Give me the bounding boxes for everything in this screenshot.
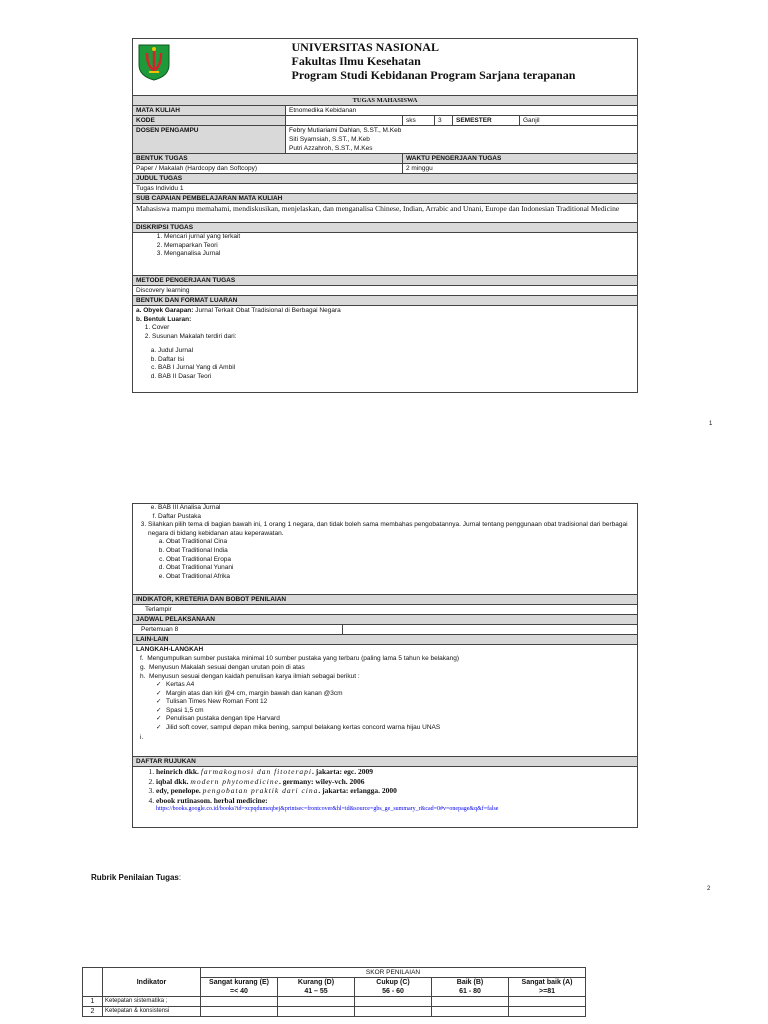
dosen-label: DOSEN PENGAMPU xyxy=(133,126,286,154)
rujukan-item: 3. edy, penelope. pengobatan praktik dari cina. jakarta: erlangga. 2000 xyxy=(156,786,634,796)
tema-item: a. Obat Traditional Cina xyxy=(166,538,634,547)
mk-label: MATA KULIAH xyxy=(133,106,286,116)
doc-title: TUGAS MAHASISWA xyxy=(133,96,638,106)
sks-label: sks xyxy=(403,116,435,126)
form-table-page1 xyxy=(132,38,638,393)
subcp-value: Mahasiswa mampu memahami, mendiskusikan, menjelaskan, dan menganalisa Chinese, Indian, Arrabic and Unani, Europe dan Indonesian Traditional Medicine xyxy=(133,204,638,223)
page-number-2: 2 xyxy=(707,886,711,892)
susunan-item: a. Judul Jurnal xyxy=(158,347,634,356)
metode-label: METODE PENGERJAAN TUGAS xyxy=(133,276,638,286)
sks-value: 3 xyxy=(435,116,453,126)
waktu-label: WAKTU PENGERJAAN TUGAS xyxy=(403,154,638,164)
indikator-label: INDIKATOR, KRETERIA DAN BOBOT PENILAIAN xyxy=(133,595,638,605)
level-header: Cukup (C) 56 - 60 xyxy=(355,978,432,997)
col-no xyxy=(83,968,103,997)
university-logo-icon xyxy=(136,43,172,81)
lain-label: LAIN-LAIN xyxy=(133,635,638,645)
metode-value: Discovery learning xyxy=(133,286,638,296)
diskripsi-cell xyxy=(133,233,638,276)
tema-item: c. Obat Traditional Eropa xyxy=(166,556,634,565)
level-header: Sangat baik (A) >=81 xyxy=(509,978,586,997)
page-number-1: 1 xyxy=(709,421,713,427)
university-name: UNIVERSITAS NASIONAL xyxy=(291,40,439,54)
obyek-value: Jurnal Terkait Obat Tradisional di Berbagai Negara xyxy=(193,307,341,314)
dosen-name: Febry Mutiariami Dahlan, S.ST., M.Keb xyxy=(289,127,402,134)
langkah-cell: LANGKAH-LANGKAH f. Mengumpulkan sumber pustaka minimal 10 sumber pustaka yang terbaru (paling lama 5 tahun ke belakang) g. Menyusun Makalah sesuai dengan urutan poin di atas h. Menyusun sesuai dengan kaidah penulisan karya ilmiah sebagai berikut : ✓ Kertas A4 ✓ Margin atas dan kiri @4 cm, margin bawah dan kanan @3cm ✓ Tulisan Times New Roman Font 12 ✓ Spasi 1,5 cm ✓ Penulisan pustaka dengan tipe Harvard ✓ Jilid soft cover, sampul depan mika bening, sampul belakang kertas concord warna hijau UNAS i. xyxy=(133,645,638,757)
susunan-item: e. BAB III Analisa Jurnal xyxy=(158,504,634,513)
logo-cell xyxy=(133,39,286,96)
dosen-name: Putri Azzahroh, S.ST., M.Kes xyxy=(289,145,373,152)
kode-label: KODE xyxy=(133,116,286,126)
tema-item: d. Obat Traditional Yunani xyxy=(166,564,634,573)
diskripsi-label: DISKRIPSI TUGAS xyxy=(133,223,638,233)
kaidah-item: ✓ Spasi 1,5 cm xyxy=(166,707,634,716)
col-indikator: Indikator xyxy=(103,968,201,997)
bentuk-label: BENTUK TUGAS xyxy=(133,154,403,164)
luaran-label: BENTUK DAN FORMAT LUARAN xyxy=(133,296,638,306)
kaidah-item: ✓ Kertas A4 xyxy=(166,681,634,690)
header-cell xyxy=(286,39,638,96)
page-1 xyxy=(132,38,637,393)
diskripsi-item: 3. Menganalisa Jurnal xyxy=(164,250,634,259)
kaidah-item: ✓ Jilid soft cover, sampul depan mika bening, sampul belakang kertas concord warna hijau UNAS xyxy=(166,724,634,733)
kaidah-item: ✓ Tulisan Times New Roman Font 12 xyxy=(166,698,634,707)
dosen-list xyxy=(286,126,638,154)
indikator-value: Terlampir xyxy=(133,605,638,615)
mk-value: Etnomedika Kebidanan xyxy=(286,106,638,116)
jadwal-value: Pertemuan 8 xyxy=(133,625,343,635)
rujukan-item: 2. iqbal dkk. modern phytomedicine. germany: wiley-vch. 2006 xyxy=(156,777,634,787)
tema-instruction: 3. Silahkan pilih tema di bagian bawah ini, 1 orang 1 negara, dan tidak boleh sama membahas pengobatannya. Jurnal tentang penggunaan obat tradisional dari berbagai negara di bidang kebidanan atau keperawatan. xyxy=(148,521,634,538)
rujukan-cell xyxy=(133,767,638,828)
bentuk-value: Paper / Makalah (Hardcopy dan Softcopy) xyxy=(133,164,403,174)
diskripsi-item: 1. Mencari jurnal yang terkait xyxy=(164,233,634,242)
faculty-name: Fakultas Ilmu Kesehatan xyxy=(291,54,421,68)
langkah-g: Menyusun Makalah sesuai dengan urutan poin di atas xyxy=(149,664,305,671)
langkah-h: Menyusun sesuai dengan kaidah penulisan karya ilmiah sebagai berikut : xyxy=(149,673,360,680)
program-name: Program Studi Kebidanan Program Sarjana terapanan xyxy=(291,68,576,82)
luaran-cell xyxy=(133,306,638,393)
langkah-label: LANGKAH-LANGKAH xyxy=(136,646,204,653)
table-row: 1 Ketepatan sistematika ; xyxy=(83,997,586,1007)
susunan-item: f. Daftar Pustaka xyxy=(158,513,634,522)
obyek-label: a. Obyek Garapan: xyxy=(136,307,194,314)
waktu-value: 2 minggu xyxy=(403,164,638,174)
rubrik-table xyxy=(82,967,585,1017)
page-2 xyxy=(132,503,637,828)
level-header: Sangat kurang (E) =< 40 xyxy=(201,978,278,997)
rubrik-title: Rubrik Penilaian Tugas: xyxy=(91,873,182,882)
luaran-item: 2. Susunan Makalah terdiri dari: xyxy=(152,333,634,342)
kaidah-item: ✓ Margin atas dan kiri @4 cm, margin bawah dan kanan @3cm xyxy=(166,690,634,699)
kode-value xyxy=(286,116,403,126)
judul-label: JUDUL TUGAS xyxy=(133,174,638,184)
judul-value: Tugas Individu 1 xyxy=(133,184,638,194)
susunan-item: c. BAB I Jurnal Yang di Ambil xyxy=(158,364,634,373)
susunan-item: d. BAB II Dasar Teori xyxy=(158,373,634,382)
tema-item: b. Obat Traditional India xyxy=(166,547,634,556)
rujukan-label: DAFTAR RUJUKAN xyxy=(133,757,638,767)
table-row: 2 Ketepatan & konsistensi xyxy=(83,1007,586,1017)
level-header: Kurang (D) 41 – 55 xyxy=(278,978,355,997)
dosen-name: Siti Syamsiah, S.ST., M.Keb xyxy=(289,136,370,143)
rujukan-item: 4. ebook rutinasom. herbal medicine: https://books.google.co.id/books?id=xcpqdumeqbej&printsec=frontcover&hl=id&source=gbs_ge_summary_r&cad=0#v=onepage&q&f=false xyxy=(156,796,634,814)
susunan-item: b. Daftar Isi xyxy=(158,356,634,365)
luaran-label-b: b. Bentuk Luaran: xyxy=(136,316,192,323)
rujukan-item: 1. heinrich dkk. farmakognosi dan fitoterapi. jakarta: egc. 2009 xyxy=(156,767,634,777)
form-table-page2 xyxy=(132,503,638,828)
skor-label: SKOR PENILAIAN xyxy=(201,968,586,978)
semester-value: Ganjil xyxy=(520,116,638,126)
luaran-item: 1. Cover xyxy=(152,324,634,333)
tema-item: e. Obat Traditional Afrika xyxy=(166,573,634,582)
jadwal-label: JADWAL PELAKSANAAN xyxy=(133,615,638,625)
luaran-continued-cell xyxy=(133,504,638,595)
kaidah-item: ✓ Penulisan pustaka dengan tipe Harvard xyxy=(166,715,634,724)
langkah-f: Mengumpulkan sumber pustaka minimal 10 sumber pustaka yang terbaru (paling lama 5 tahun ke belakang) xyxy=(147,655,460,662)
langkah-i: i. xyxy=(140,733,144,741)
level-header: Baik (B) 61 - 80 xyxy=(432,978,509,997)
jadwal-empty xyxy=(343,625,638,635)
diskripsi-item: 2. Memaparkan Teori xyxy=(164,242,634,251)
subcp-label: SUB CAPAIAN PEMBELAJARAN MATA KULIAH xyxy=(133,194,638,204)
semester-label: SEMESTER xyxy=(453,116,520,126)
rujukan-link[interactable]: https://books.google.co.id/books?id=xcpqdumeqbej&printsec=frontcover&hl=id&source=gbs_ge_summary_r&cad=0#v=onepage&q&f=false xyxy=(156,806,499,812)
